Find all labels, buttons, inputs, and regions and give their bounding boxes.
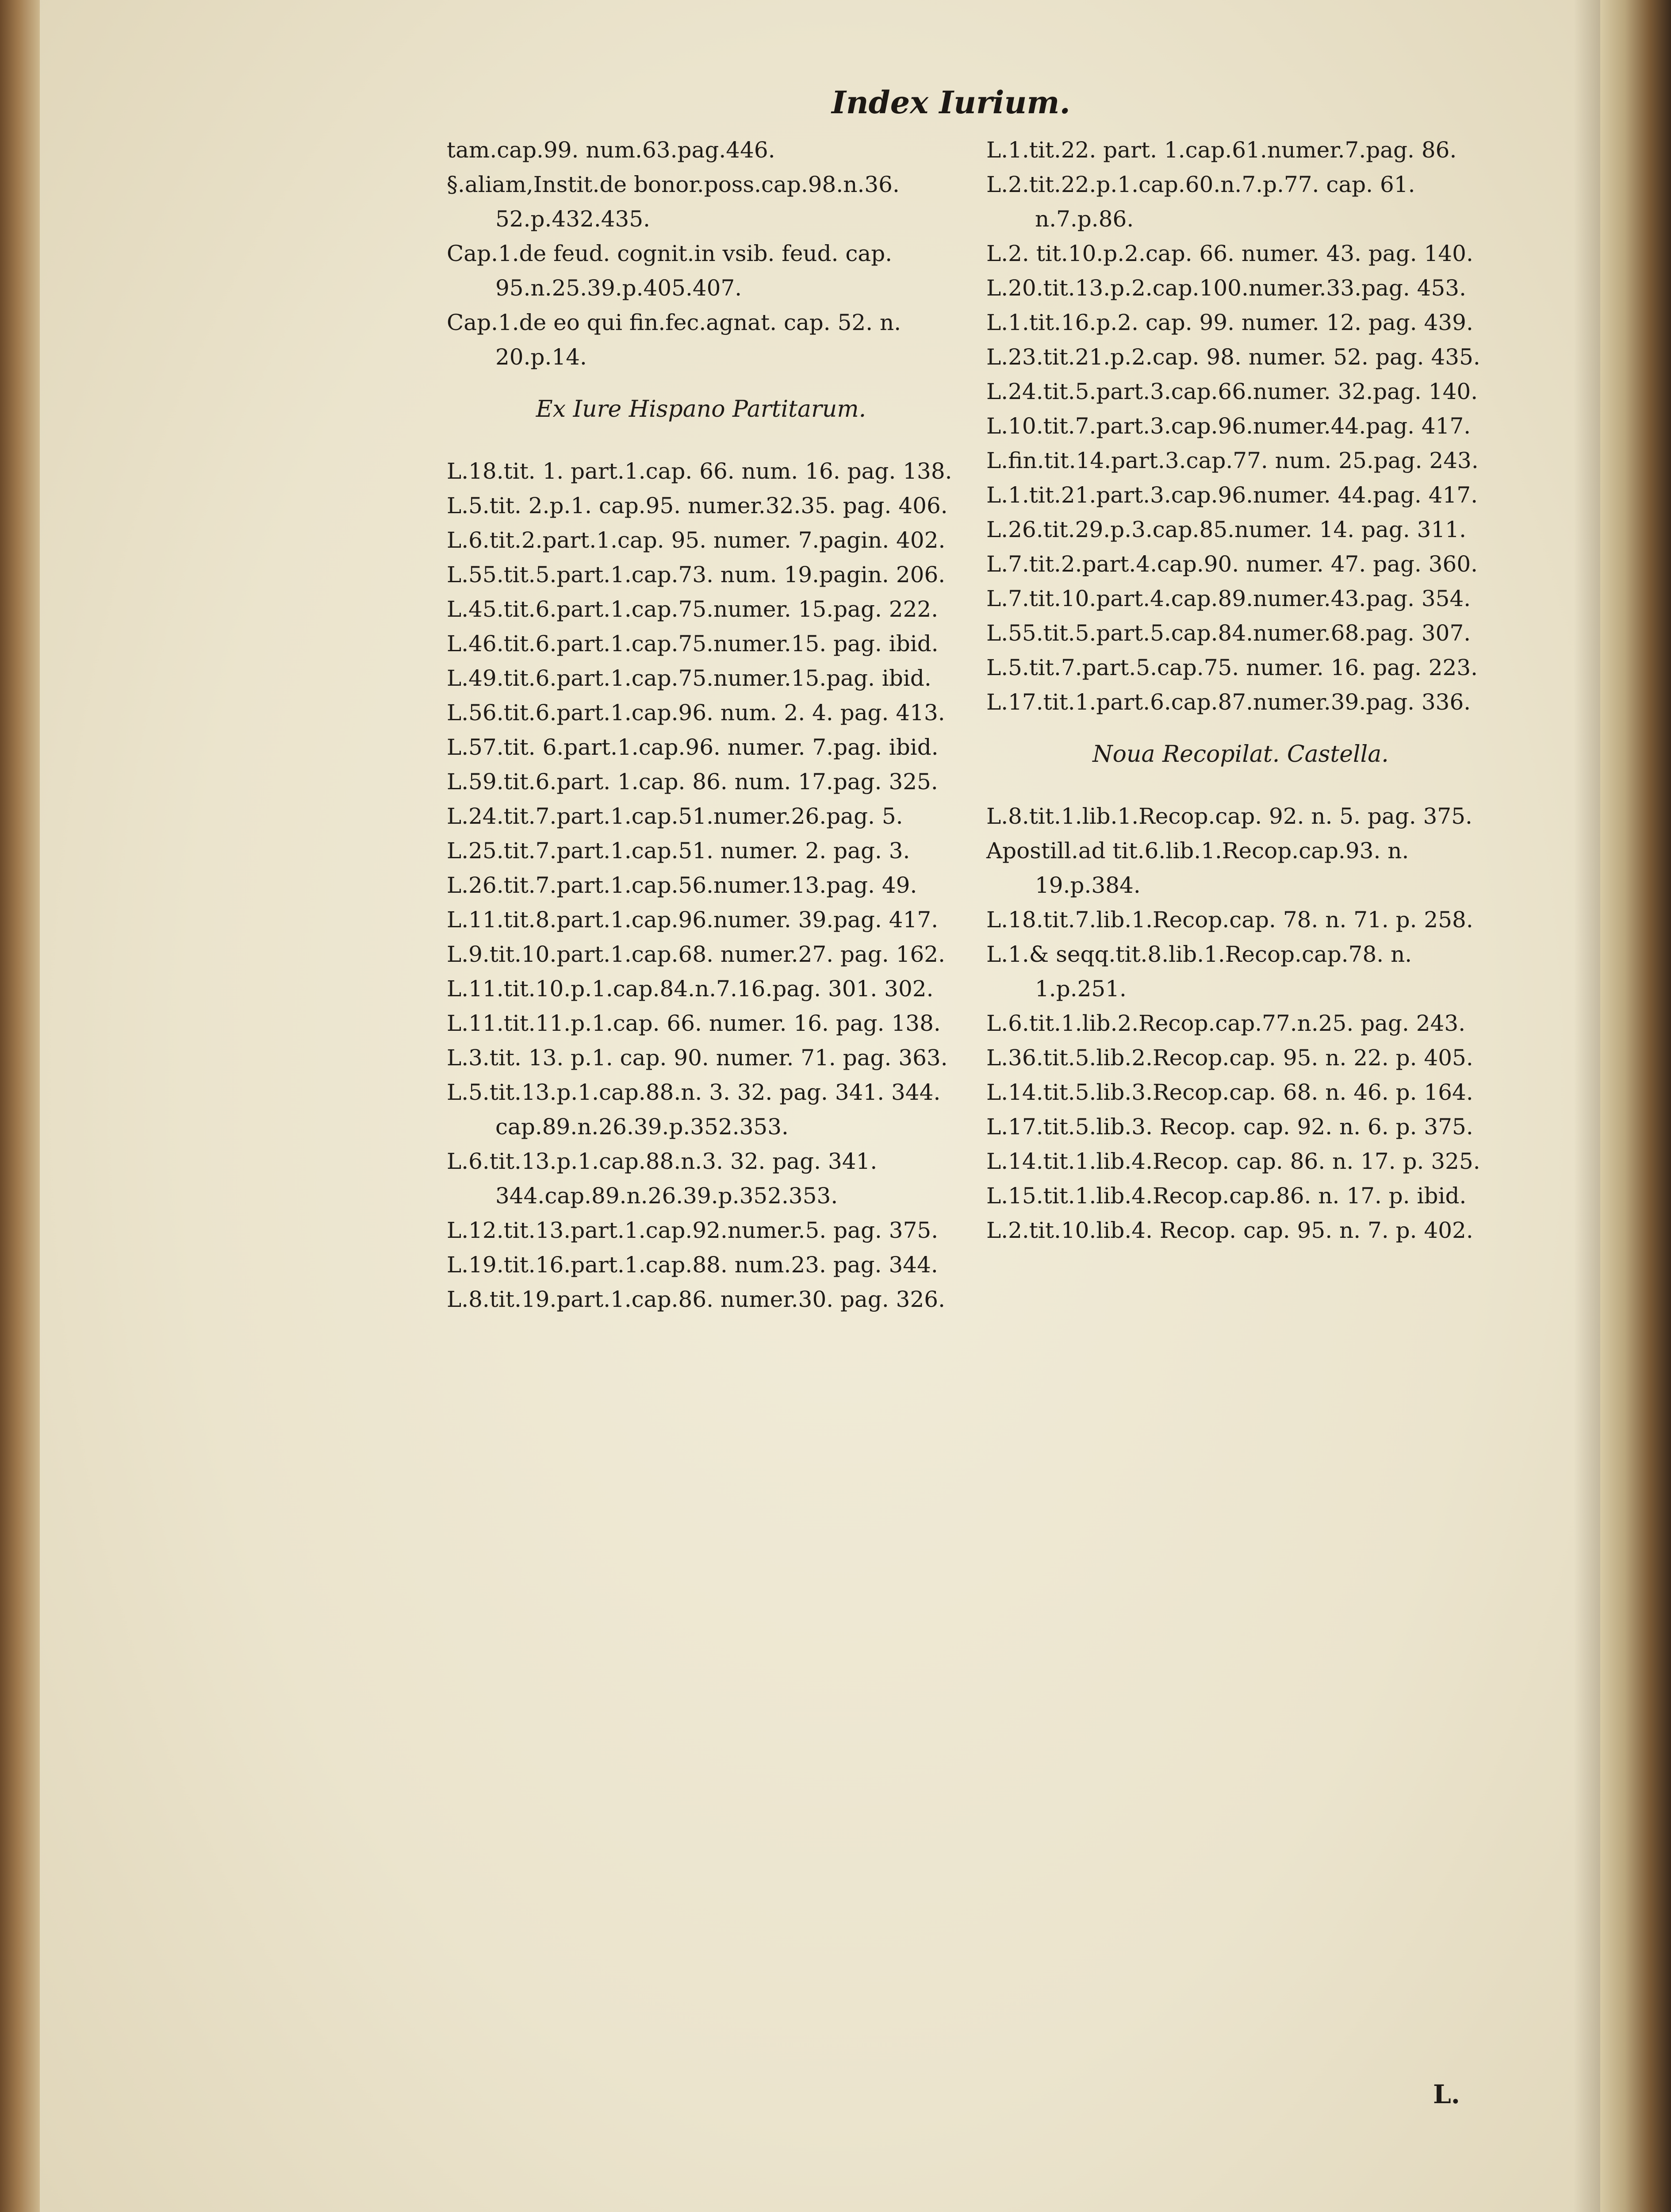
index-entry: L.2.tit.22.p.1.cap.60.n.7.p.77. cap. 61. n.7.p.86. xyxy=(986,172,1415,232)
index-entry: L.18.tit. 1. part.1.cap. 66. num. 16. pag. 138. xyxy=(447,458,952,484)
index-entry: L.5.tit.7.part.5.cap.75. numer. 16. pag. 223. xyxy=(986,655,1478,680)
index-entry: L.15.tit.1.lib.4.Recop.cap.86. n. 17. p. ibid. xyxy=(986,1183,1467,1209)
index-entry: L.11.tit.8.part.1.cap.96.numer. 39.pag. 417. xyxy=(447,907,939,933)
index-entry: L.7.tit.2.part.4.cap.90. numer. 47. pag. 360. xyxy=(986,551,1478,577)
index-entry: L.49.tit.6.part.1.cap.75.numer.15.pag. ibid. xyxy=(447,665,931,691)
index-entry: L.14.tit.1.lib.4.Recop. cap. 86. n. 17. p. 325. xyxy=(986,1148,1480,1174)
index-entry: L.6.tit.2.part.1.cap. 95. numer. 7.pagin. 402. xyxy=(447,527,946,553)
index-entry: L.55.tit.5.part.5.cap.84.numer.68.pag. 307. xyxy=(986,620,1471,646)
index-entry: L.59.tit.6.part. 1.cap. 86. num. 17.pag. 325. xyxy=(447,769,938,795)
index-entry: L.26.tit.7.part.1.cap.56.numer.13.pag. 49. xyxy=(447,872,917,898)
index-entry: L.1.tit.22. part. 1.cap.61.numer.7.pag. 86. xyxy=(986,137,1457,163)
index-entry: Apostill.ad tit.6.lib.1.Recop.cap.93. n. 19.p.384. xyxy=(986,838,1409,898)
index-entry: L.17.tit.5.lib.3. Recop. cap. 92. n. 6. p. 375. xyxy=(986,1114,1473,1140)
index-entry: L.17.tit.1.part.6.cap.87.numer.39.pag. 336. xyxy=(986,689,1471,715)
right-column xyxy=(986,133,1495,1248)
index-entry: L.6.tit.1.lib.2.Recop.cap.77.n.25. pag. 243. xyxy=(986,1010,1466,1036)
index-entry: L.46.tit.6.part.1.cap.75.numer.15. pag. ibid. xyxy=(447,631,939,657)
index-entry: Cap.1.de feud. cognit.in vsib. feud. cap. 95.n.25.39.p.405.407. xyxy=(447,241,893,301)
index-entry: L.36.tit.5.lib.2.Recop.cap. 95. n. 22. p. 405. xyxy=(986,1045,1473,1071)
index-entry: L.55.tit.5.part.1.cap.73. num. 19.pagin. 206. xyxy=(447,562,946,588)
index-entry: L.56.tit.6.part.1.cap.96. num. 2. 4. pag. 413. xyxy=(447,700,945,726)
index-entry: L.20.tit.13.p.2.cap.100.numer.33.pag. 453. xyxy=(986,275,1467,301)
index-entry: §.aliam,Instit.de bonor.poss.cap.98.n.36. 52.p.432.435. xyxy=(447,172,900,232)
index-entry: L.5.tit. 2.p.1. cap.95. numer.32.35. pag. 406. xyxy=(447,493,948,518)
index-entry: L.45.tit.6.part.1.cap.75.numer. 15.pag. 222. xyxy=(447,596,939,622)
index-entry: L.57.tit. 6.part.1.cap.96. numer. 7.pag. ibid. xyxy=(447,734,939,760)
catchword: L. xyxy=(1433,2079,1460,2109)
left-lead-entries xyxy=(447,133,955,374)
left-entries xyxy=(447,454,955,1317)
index-entry: L.fin.tit.14.part.3.cap.77. num. 25.pag. 243. xyxy=(986,448,1479,473)
index-entry: L.5.tit.13.p.1.cap.88.n. 3. 32. pag. 341. 344. cap.89.n.26.39.p.352.353. xyxy=(447,1079,941,1140)
right-entries xyxy=(986,799,1495,1248)
index-entry: L.8.tit.19.part.1.cap.86. numer.30. pag. 326. xyxy=(447,1286,945,1312)
index-entry: L.9.tit.10.part.1.cap.68. numer.27. pag. 162. xyxy=(447,941,945,967)
index-entry: L.11.tit.10.p.1.cap.84.n.7.16.pag. 301. 302. xyxy=(447,976,934,1002)
index-entry: L.1.tit.16.p.2. cap. 99. numer. 12. pag. 439. xyxy=(986,310,1473,335)
gutter-shadow xyxy=(1574,0,1600,2212)
index-entry: L.19.tit.16.part.1.cap.88. num.23. pag. 344. xyxy=(447,1252,938,1278)
right-section-heading: Noua Recopilat. Castella. xyxy=(1092,741,1389,768)
index-entry: L.2.tit.10.lib.4. Recop. cap. 95. n. 7. p. 402. xyxy=(986,1217,1473,1243)
index-entry: L.18.tit.7.lib.1.Recop.cap. 78. n. 71. p. 258. xyxy=(986,907,1473,933)
index-entry: L.1.& seqq.tit.8.lib.1.Recop.cap.78. n. 1.p.251. xyxy=(986,941,1412,1002)
index-entry: L.2. tit.10.p.2.cap. 66. numer. 43. pag. 140. xyxy=(986,241,1473,266)
index-entry: L.10.tit.7.part.3.cap.96.numer.44.pag. 417. xyxy=(986,413,1471,439)
index-entry: Cap.1.de eo qui fin.fec.agnat. cap. 52. n. 20.p.14. xyxy=(447,310,901,370)
page-edge-left xyxy=(0,0,40,2212)
right-lead-entries xyxy=(986,133,1495,719)
index-entry: L.14.tit.5.lib.3.Recop.cap. 68. n. 46. p. 164. xyxy=(986,1079,1473,1105)
index-entry: L.6.tit.13.p.1.cap.88.n.3. 32. pag. 341. 344.cap.89.n.26.39.p.352.353. xyxy=(447,1148,878,1209)
index-entry: L.3.tit. 13. p.1. cap. 90. numer. 71. pag. 363. xyxy=(447,1045,948,1071)
left-column xyxy=(447,133,955,1317)
index-entry: tam.cap.99. num.63.pag.446. xyxy=(447,137,775,163)
left-section-heading: Ex Iure Hispano Partitarum. xyxy=(536,396,866,422)
index-entry: L.12.tit.13.part.1.cap.92.numer.5. pag. 375. xyxy=(447,1217,939,1243)
index-entry: L.1.tit.21.part.3.cap.96.numer. 44.pag. 417. xyxy=(986,482,1478,508)
index-entry: L.23.tit.21.p.2.cap. 98. numer. 52. pag. 435. xyxy=(986,344,1480,370)
index-entry: L.7.tit.10.part.4.cap.89.numer.43.pag. 354. xyxy=(986,586,1471,611)
index-entry: L.8.tit.1.lib.1.Recop.cap. 92. n. 5. pag. 375. xyxy=(986,803,1472,829)
index-entry: L.11.tit.11.p.1.cap. 66. numer. 16. pag. 138. xyxy=(447,1010,941,1036)
index-entry: L.24.tit.5.part.3.cap.66.numer. 32.pag. 140. xyxy=(986,379,1478,404)
page-edge-right xyxy=(1600,0,1671,2212)
running-head: Index Iurium. xyxy=(832,84,1070,121)
index-entry: L.24.tit.7.part.1.cap.51.numer.26.pag. 5. xyxy=(447,803,903,829)
index-entry: L.25.tit.7.part.1.cap.51. numer. 2. pag. 3. xyxy=(447,838,910,864)
index-entry: L.26.tit.29.p.3.cap.85.numer. 14. pag. 311. xyxy=(986,517,1466,542)
